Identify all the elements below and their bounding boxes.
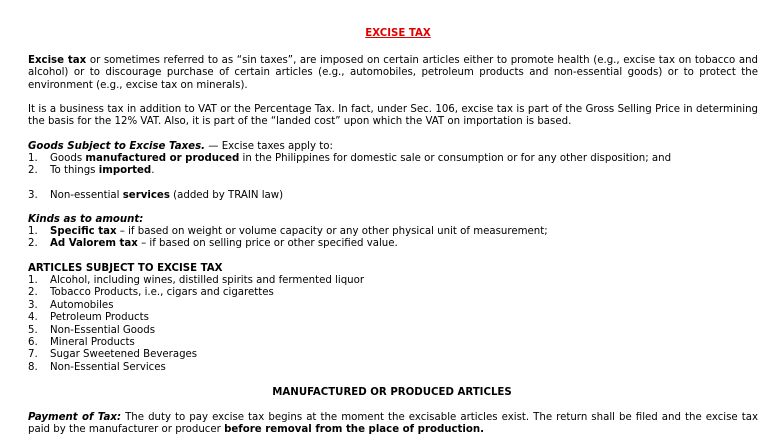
list-number: 3. bbox=[28, 299, 38, 311]
payment-paragraph bbox=[28, 412, 758, 437]
list-text: – if based on selling price or other specified value. bbox=[137, 238, 398, 250]
list-item bbox=[28, 153, 758, 165]
goods-subject-list-continued bbox=[28, 190, 758, 202]
payment-bold: before removal from the place of production. bbox=[224, 424, 485, 436]
list-text: Non-Essential Goods bbox=[50, 324, 156, 336]
list-item bbox=[28, 349, 758, 361]
payment-text: The duty to pay excise tax begins at the moment the excisable articles exist. The return shall be filed and the excise tax paid by the manufacturer or producer bbox=[28, 412, 758, 436]
list-number: 4. bbox=[28, 312, 38, 324]
list-number: 1. bbox=[28, 153, 38, 164]
list-text: – if based on weight or volume capacity or any other physical unit of measurement; bbox=[116, 226, 548, 237]
goods-subject-list bbox=[28, 153, 758, 178]
list-number: 1. bbox=[28, 275, 38, 286]
list-item bbox=[28, 362, 758, 374]
list-item bbox=[28, 300, 758, 312]
goods-subject-heading-rest: — Excise taxes apply to: bbox=[205, 141, 333, 152]
list-item bbox=[28, 226, 758, 238]
list-item bbox=[28, 165, 758, 177]
list-item bbox=[28, 238, 758, 250]
manufactured-heading: MANUFACTURED OR PRODUCED ARTICLES bbox=[272, 387, 512, 398]
list-text: Non-essential bbox=[50, 190, 123, 201]
articles-list bbox=[28, 275, 758, 374]
list-number: 2. bbox=[28, 238, 38, 250]
list-text: Non-Essential Services bbox=[50, 361, 166, 373]
intro-term: Excise tax bbox=[28, 55, 87, 66]
payment-heading: Payment of Tax: bbox=[28, 412, 122, 423]
list-number: 6. bbox=[28, 336, 38, 348]
list-item bbox=[28, 287, 758, 299]
list-text: (added by TRAIN law) bbox=[169, 190, 284, 201]
list-item bbox=[28, 275, 758, 287]
list-text: Petroleum Products bbox=[50, 312, 149, 324]
list-number: 5. bbox=[28, 324, 38, 336]
list-number: 2. bbox=[28, 287, 38, 299]
list-bold-text: imported bbox=[98, 165, 152, 177]
list-text: Goods bbox=[50, 153, 86, 164]
list-item bbox=[28, 325, 758, 337]
document-title: EXCISE TAX bbox=[365, 28, 431, 39]
kinds-heading: Kinds as to amount: bbox=[28, 214, 144, 225]
list-number: 3. bbox=[28, 190, 38, 201]
list-text: Automobiles bbox=[50, 299, 114, 311]
kinds-list bbox=[28, 226, 758, 251]
goods-subject-heading: Goods Subject to Excise Taxes. bbox=[28, 141, 206, 152]
list-text: To things bbox=[50, 165, 99, 177]
list-bold-text: Ad Valorem tax bbox=[50, 238, 138, 250]
list-bold-text: services bbox=[122, 190, 170, 201]
business-tax-paragraph: It is a business tax in addition to VAT or the Percentage Tax. In fact, under Sec. 106, excise tax is part of the Gross Selling Price in determining the basis for the 12% VAT. Also, it is part of the “landed cost” upon which the VAT on importation is based. bbox=[28, 104, 758, 128]
list-number: 8. bbox=[28, 361, 38, 373]
list-text: Tobacco Products, i.e., cigars and cigarettes bbox=[50, 287, 274, 299]
list-item bbox=[28, 312, 758, 324]
list-item bbox=[28, 190, 758, 202]
list-text: Sugar Sweetened Beverages bbox=[50, 349, 198, 361]
list-text: Alcohol, including wines, distilled spirits and fermented liquor bbox=[50, 275, 365, 286]
list-text: . bbox=[151, 165, 155, 177]
goods-subject-heading-line bbox=[28, 141, 758, 153]
list-number: 7. bbox=[28, 349, 38, 361]
list-item bbox=[28, 337, 758, 349]
list-bold-text: manufactured or produced bbox=[85, 153, 240, 164]
intro-paragraph bbox=[28, 55, 758, 92]
list-text: Mineral Products bbox=[50, 336, 135, 348]
intro-text: or sometimes referred to as “sin taxes”, are imposed on certain articles either to promote health (e.g., excise tax on tobacco and alcohol) or to discourage purchase of certain articles (e.g., automobiles, petroleum products and non-essential goods) or to protect the environment (e.g., excise tax on minerals). bbox=[28, 55, 758, 91]
list-number: 2. bbox=[28, 165, 38, 177]
articles-heading: ARTICLES SUBJECT TO EXCISE TAX bbox=[28, 263, 223, 274]
list-text: in the Philippines for domestic sale or consumption or for any other disposition; and bbox=[239, 153, 672, 164]
list-number: 1. bbox=[28, 226, 38, 237]
list-bold-text: Specific tax bbox=[50, 226, 117, 237]
